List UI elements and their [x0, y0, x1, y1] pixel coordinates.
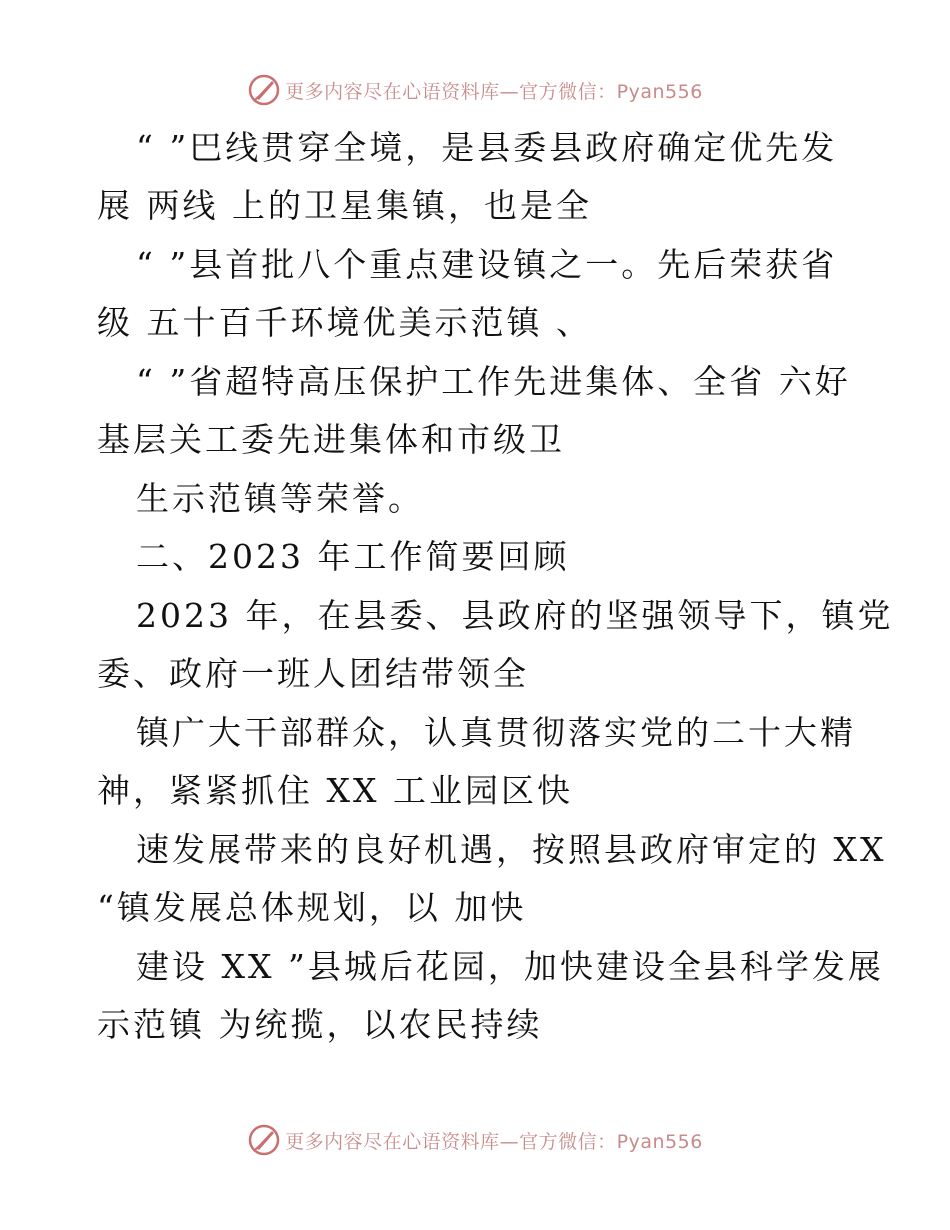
footer-watermark [0, 1120, 950, 1160]
text-line: 示范镇 为统揽，以农民持续 [97, 1005, 543, 1044]
section-heading: 二、2023 年工作简要回顾 [136, 537, 570, 576]
text-line: 2023 年，在县委、县政府的坚强领导下，镇党 [136, 596, 894, 635]
text-line: 建设 XX ”县城后花园，加快建设全县科学发展 [136, 947, 884, 986]
text-line: “ ”巴线贯穿全境，是县委县政府确定优先发 [136, 128, 838, 167]
text-line: 级 五十百千环境优美示范镇 、 [97, 303, 592, 342]
text-line: 基层关工委先进集体和市级卫 [97, 420, 565, 459]
watermark-text: 更多内容尽在心语资料库—官方微信：Pyan556 [285, 80, 703, 103]
quill-pen-icon [247, 1123, 281, 1157]
text-line: “镇发展总体规划，以 加快 [97, 888, 527, 927]
watermark-text: 更多内容尽在心语资料库—官方微信：Pyan556 [285, 1130, 703, 1153]
text-line: “ ”县首批八个重点建设镇之一。先后荣获省 [136, 245, 838, 284]
text-line: “ ”省超特高压保护工作先进集体、全省 六好 [136, 362, 851, 401]
text-line: 镇广大干部群众，认真贯彻落实党的二十大精 [136, 713, 856, 752]
text-line: 委、政府一班人团结带领全 [97, 654, 529, 693]
text-line: 生示范镇等荣誉。 [136, 479, 424, 518]
text-line: 速发展带来的良好机遇，按照县政府审定的 XX [136, 830, 887, 869]
text-line: 展 两线 上的卫星集镇，也是全 [97, 186, 592, 225]
quill-pen-icon [247, 73, 281, 107]
text-line: 神，紧紧抓住 XX 工业园区快 [97, 771, 573, 810]
header-watermark [0, 70, 950, 110]
